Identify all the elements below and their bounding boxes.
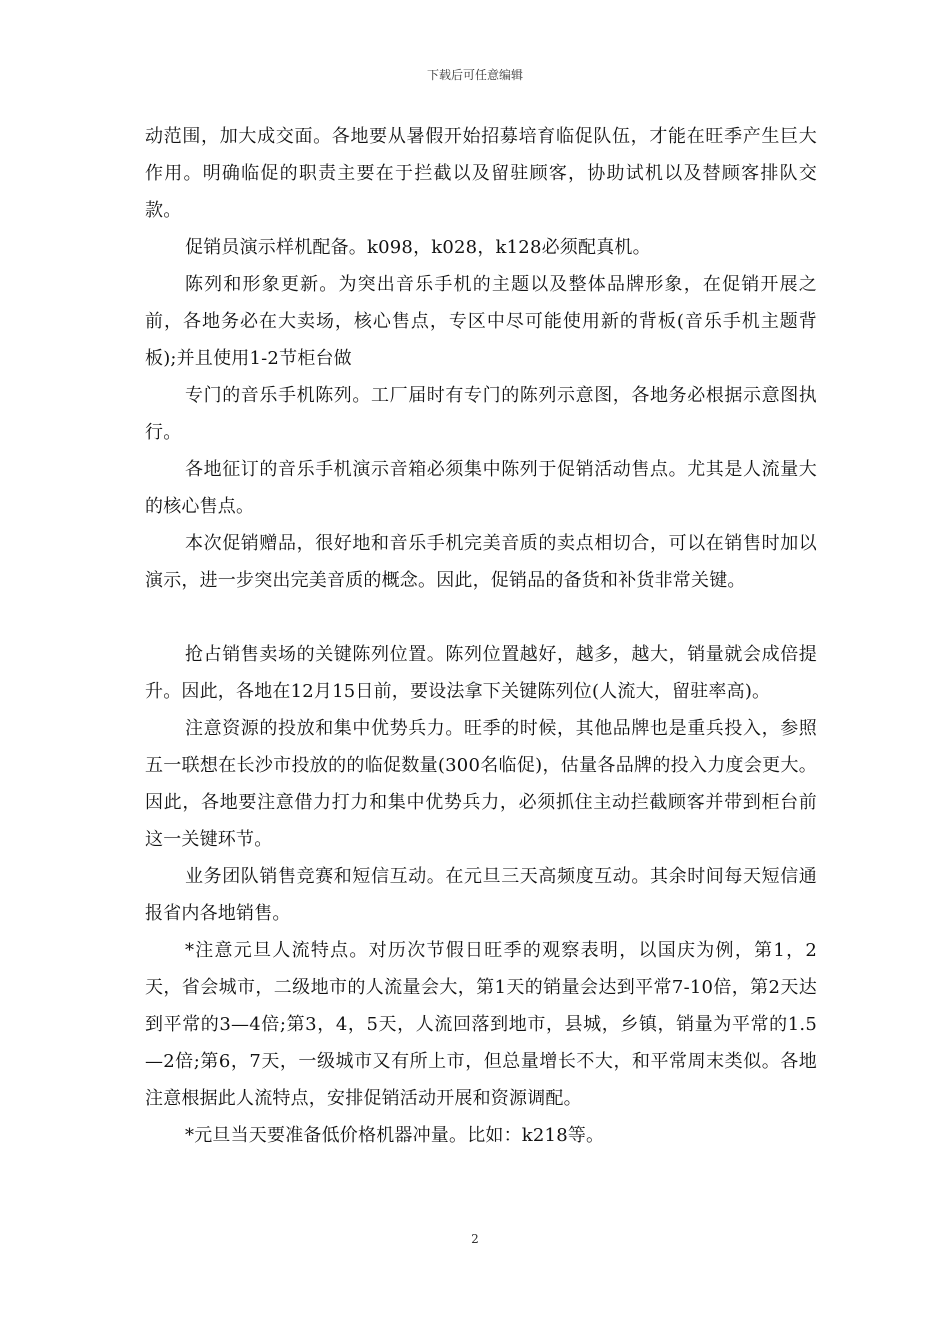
paragraph: 抢占销售卖场的关键陈列位置。陈列位置越好，越多，越大，销量就会成倍提升。因此，各地在12月15日前，要设法拿下关键陈列位(人流大，留驻率高)。 [145, 644, 817, 702]
paragraph: 动范围，加大成交面。各地要从暑假开始招募培育临促队伍，才能在旺季产生巨大作用。明确临促的职责主要在于拦截以及留驻顾客，协助试机以及替顾客排队交款。 [145, 126, 817, 221]
page-header-note: 下载后可任意编辑 [426, 68, 523, 82]
paragraph: 业务团队销售竞赛和短信互动。在元旦三天高频度互动。其余时间每天短信通报省内各地销售。 [145, 866, 817, 924]
paragraph: 陈列和形象更新。为突出音乐手机的主题以及整体品牌形象，在促销开展之前，各地务必在大卖场，核心售点，专区中尽可能使用新的背板(音乐手机主题背板);并且使用1-2节柜台做 [145, 274, 817, 369]
document-body [145, 118, 817, 1154]
paragraph: 各地征订的音乐手机演示音箱必须集中陈列于促销活动售点。尤其是人流量大的核心售点。 [145, 459, 817, 517]
page-number: 2 [471, 1232, 479, 1246]
paragraph: 本次促销赠品，很好地和音乐手机完美音质的卖点相切合，可以在销售时加以演示，进一步突出完美音质的概念。因此，促销品的备货和补货非常关键。 [145, 533, 817, 591]
paragraph-gap [145, 599, 817, 636]
paragraph: 专门的音乐手机陈列。工厂届时有专门的陈列示意图，各地务必根据示意图执行。 [145, 385, 817, 443]
paragraph: *元旦当天要准备低价格机器冲量。比如：k218等。 [185, 1125, 605, 1146]
paragraph: 促销员演示样机配备。k098，k028，k128必须配真机。 [185, 237, 651, 258]
paragraph: *注意元旦人流特点。对历次节假日旺季的观察表明，以国庆为例，第1，2天，省会城市，二级地市的人流量会大，第1天的销量会达到平常7-10倍，第2天达到平常的3—4倍;第3，4，5天，人流回落到地市，县城，乡镇，销量为平常的1.5—2倍;第6，7天，一级城市又有所上市，但总量增长不大，和平常周末类似。各地注意根据此人流特点，安排促销活动开展和资源调配。 [145, 940, 817, 1109]
paragraph: 注意资源的投放和集中优势兵力。旺季的时候，其他品牌也是重兵投入，参照五一联想在长沙市投放的的临促数量(300名临促)，估量各品牌的投入力度会更大。因此，各地要注意借力打力和集中优势兵力，必须抓住主动拦截顾客并带到柜台前这一关键环节。 [145, 718, 817, 850]
